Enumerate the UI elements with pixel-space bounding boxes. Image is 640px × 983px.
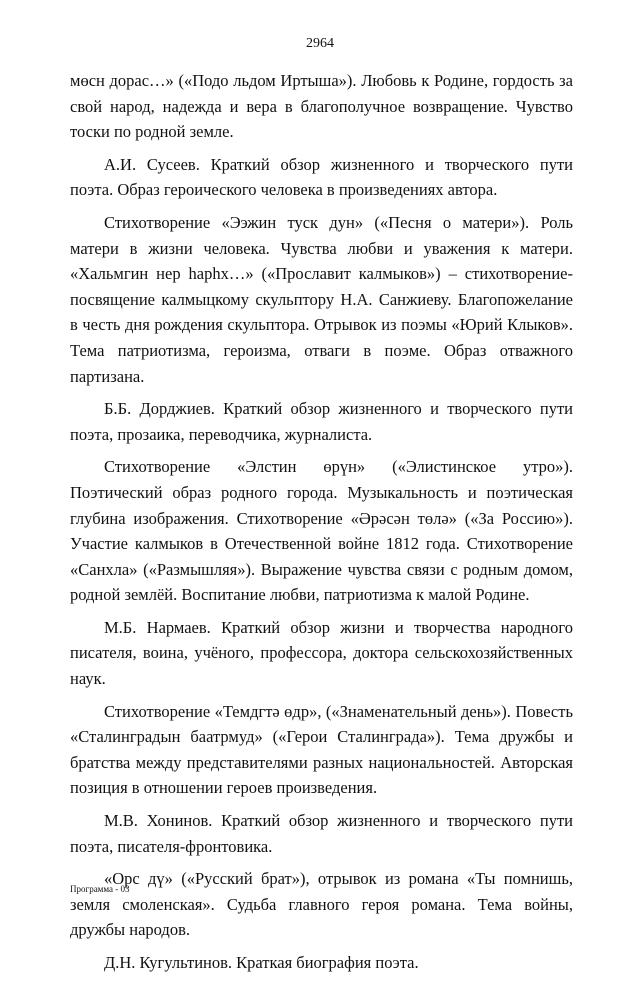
page-number: 2964 (306, 36, 334, 51)
page-footer: Программа - 03 (70, 884, 130, 894)
paragraph: Стихотворение «Ээжин туск дун» («Песня о матери»). Роль матери в жизни человека. Чувства любви и уважения к матери. «Хальмгин нер hарhх…» («Прославит калмыков») – стихотворение-посвящение калмыцкому скульптору Н.А. Санжиеву. Благопожелание в честь дня рождения скульптора. Отрывок из поэмы «Юрий Клыков». Тема патриотизма, героизма, отваги в поэме. Образ отважного партизана. (70, 212, 573, 386)
paragraph: Стихотворение «Элстин өрүн» («Элистинское утро»). Поэтический образ родного города. Музыкальность и поэтическая глубина изображения. Стихотворение «Әрәсән төлә» («За Россию»). Участие калмыков в Отечественной войне 1812 года. Стихотворение «Санхла» («Размышляя»). Выражение чувства связи с родным домом, родной землёй. Воспитание любви, патриотизма к малой Родине. (70, 457, 573, 605)
paragraph: Б.Б. Дорджиев. Краткий обзор жизненного и творческого пути поэта, прозаика, переводчика, журналиста. (70, 399, 573, 444)
paragraph: М.В. Хонинов. Краткий обзор жизненного и творческого пути поэта, писателя-фронтовика. (70, 811, 573, 856)
paragraph: Д.Н. Кугультинов. Краткая биография поэта. (104, 953, 419, 972)
paragraph: А.И. Сусеев. Краткий обзор жизненного и творческого пути поэта. Образ героического человека в произведениях автора. (70, 154, 573, 200)
paragraph: Стихотворение «Темдгтә өдр», («Знаменательный день»). Повесть «Сталинградын баатрмуд» («Герои Сталинграда»). Тема дружбы и братства между представителями разных национальностей. Авторская позиция в отношении героев произведения. (70, 701, 573, 798)
paragraph: М.Б. Нармаев. Краткий обзор жизни и творчества народного писателя, воина, учёного, профессора, доктора сельскохозяйственных наук. (70, 617, 573, 689)
paragraph: мөсн дорас…» («Подо льдом Иртыша»). Любовь к Родине, гордость за свой народ, надежда и вера в благополучное возвращение. Чувство тоски по родной земле. (70, 71, 573, 142)
paragraph: «Орс дү» («Русский брат»), отрывок из романа «Ты помнишь, земля смоленская». Судьба главного героя романа. Тема войны, дружбы народов. (70, 869, 573, 940)
document-body (70, 68, 573, 983)
